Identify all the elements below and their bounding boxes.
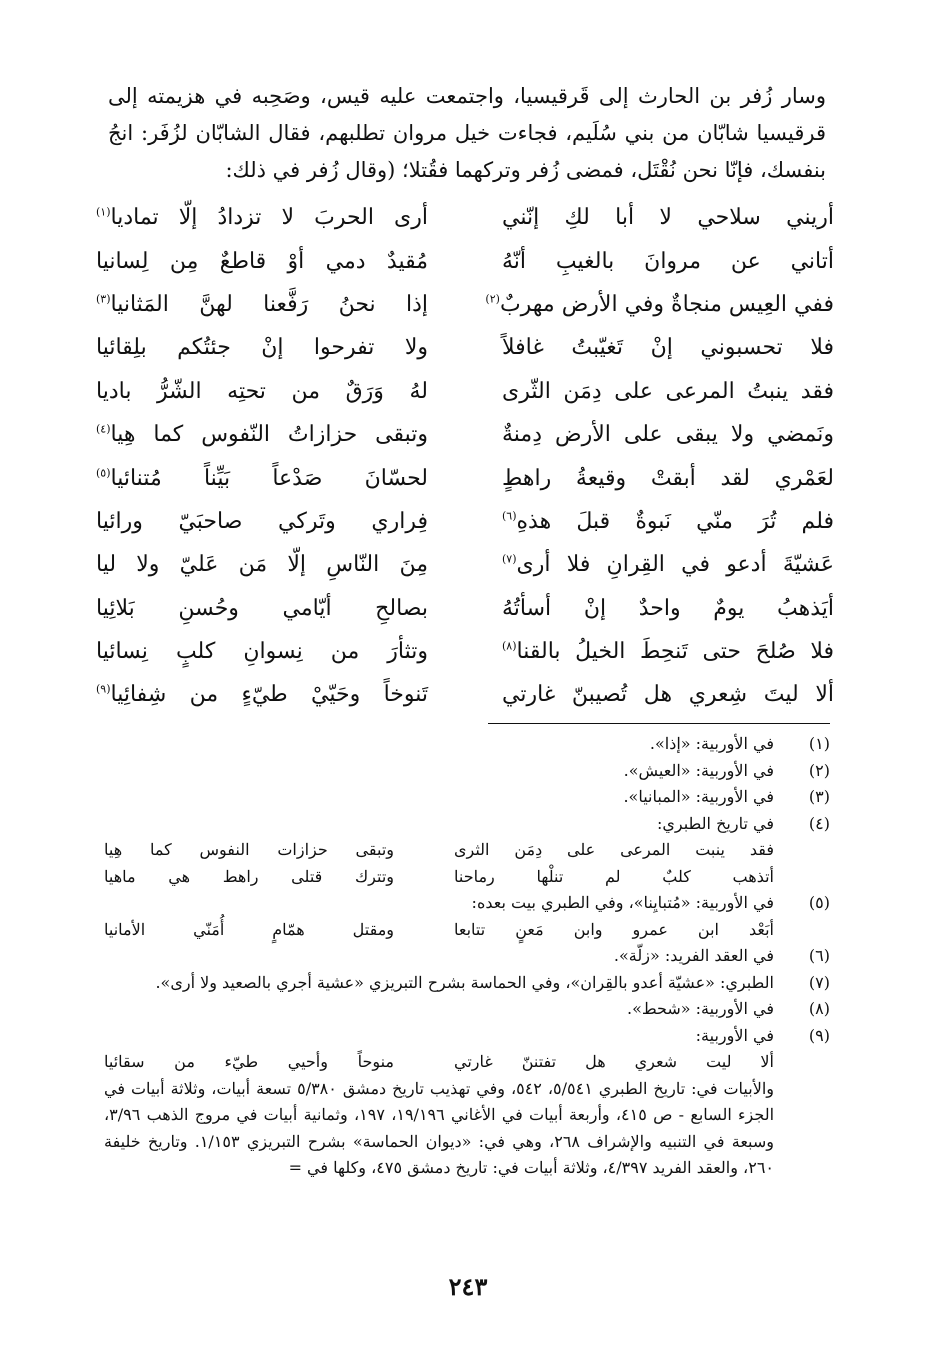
verse-row (96, 587, 834, 630)
verse-second-hemistich: إذا نحنُ رَفَّعنا لهنَّ المَثانيا$^{(٣)}$ (96, 291, 428, 317)
verse-first-hemistich: عَشيّةَ أدعو في القِرانِ فلا أرى$^{(٧)}$ (502, 552, 834, 578)
verse-row (96, 456, 834, 499)
footnote-9-verse: ألا ليت شعري هل تفتننّ غارتي منوحاً وأحيي طيّء من سقائيا (104, 1052, 774, 1071)
footnote-8: (٨) في الأوربية: «شحط». (626, 999, 830, 1018)
verse-second-hemistich: أرى الحربَ لا تزدادُ إلّا تماديا$^{(١)}$ (96, 205, 428, 231)
intro-paragraph (108, 78, 826, 189)
footnote-4: (٤) في تاريخ الطبري: (656, 813, 830, 833)
verse-second-hemistich: مُقيدٌ دمي أوْ قاطعٌ مِن لِسانيا (96, 248, 428, 274)
verse-second-hemistich: بصالحِ أيّامي وحُسنِ بَلائِيا (96, 595, 428, 621)
verse-row (96, 370, 834, 413)
verse-row (96, 630, 834, 673)
footnote-marker: (٨) (502, 639, 517, 653)
verse-first-hemistich: فلا تحسبوني إنْ تَغيّبتُ غافلاً (502, 335, 834, 361)
verse-first-hemistich: فلا صُلحَ حتى تَنحِطَ الخيلُ بالقنا$^{(٨)}$ (502, 639, 834, 665)
footnote-6: (٦) في العقد الفريد: «زلّة». (613, 946, 830, 965)
verse-second-hemistich: وتثأرَ من نِسوانِ كلبٍ نِسائيا (96, 639, 428, 665)
footnote-3: (٣) في الأوربية: «المبانيا». (623, 787, 830, 806)
footnote-7: (٧) الطبري: «عشيّة أعدو بالقِران»، وفي الحماسة بشرح التبريزي «عشية أجري بالصعيد ولا أرى». (155, 972, 830, 992)
sources-paragraph: والأبيات في: تاريخ الطبري ٥/٥٤١، ٥٤٢، وفي تهذيب تاريخ دمشق ٥/٣٨٠ تسعة أبيات، وثلاثة أبيات في الجزء السابع - ص ٤١٥، وأربعة أبيات في الأغاني ١٩/١٩٦، ١٩٧، وثمانية أبيات في مروج الذهب ٣/٩٦، وسبعة في التنبيه والإشراف ٢٦٨، وهي في: «ديوان الحماسة» بشرح التبريزي ١/١٥٣. وتاريخ خليفة ٢٦٠، والعقد الفريد ٤/٣٩٧، وثلاثة أبيات في: تاريخ دمشق ٤٧٥، وكلها في = (104, 1078, 775, 1177)
page-number: ٢٤٣ (448, 1272, 488, 1301)
verse-first-hemistich: فقد ينبتُ المرعى على دِمَن الثّرى (502, 378, 834, 404)
poem (96, 196, 834, 717)
verse-first-hemistich: أتاني عن مروانَ بالغيبِ أنّهُ (502, 248, 834, 274)
verse-second-hemistich: لهُ وَرَقٌ من تحتِه الشّرُّ باديا (96, 378, 428, 404)
verse-first-hemistich: ففي العِيس منجاةٌ وفي الأرض مهربٌ$^{(٢)}$ (485, 291, 834, 317)
verse-second-hemistich: ولا تفرحوا إنْ جئتُكم بلِقائيا (96, 335, 428, 361)
footnote-marker: (٣) (96, 292, 111, 306)
footnote-9: (٩) في الأوربية: (695, 1025, 830, 1045)
verse-first-hemistich: ألا ليتَ شِعري هل تُصيبنّ غارتي (502, 682, 834, 708)
verse-row (96, 196, 834, 239)
footnotes (104, 731, 830, 1182)
verse-first-hemistich: ونَمضي ولا يبقى على الأرض دِمنةٌ (502, 422, 834, 448)
footnote-marker: (٩) (96, 683, 111, 697)
verse-first-hemistich: أريني سلاحي لا أبا لكِ إنّني (502, 205, 834, 231)
footnote-4-verse-1: فقد ينبت المرعى على دِمَن الثرى وتبقى حزازات النفوس كما هِيا (104, 840, 774, 859)
verse-second-hemistich: تَنوخاً وحَيّيْ طيّءٍ من شِفائِيا$^{(٩)}$ (96, 682, 428, 708)
footnote-5: (٥) في الأوربية: «مُتبايِنا»، وفي الطبري بيت بعده: (471, 893, 830, 912)
verse-row (96, 673, 834, 716)
verse-first-hemistich: فلم تُرَ منّي نَبوةٌ قبلَ هذهِ$^{(٦)}$ (502, 508, 834, 534)
footnote-4-verse-2: أتذهب كلبٌ لم تنلْها رماحنا وتترك قتلى راهط هي ماهيا (104, 866, 774, 886)
footnote-5-verse: أبَعْد ابن عمرو وابن مَعنٍ تتابعا ومقتل همّامٍ أُمَنّي الأمانيا (104, 919, 774, 939)
footnote-1: (١) في الأوربية: «إذا». (649, 734, 830, 753)
verse-row (96, 283, 834, 326)
footnote-marker: (٥) (96, 466, 111, 480)
verse-row (96, 543, 834, 586)
verse-row (96, 239, 834, 282)
footnote-marker: (٦) (502, 509, 517, 523)
footnote-marker: (١) (96, 205, 111, 219)
verse-row (96, 413, 834, 456)
footnote-2: (٢) في الأوربية: «العيش». (623, 760, 830, 780)
footnote-marker: (٧) (502, 552, 517, 566)
verse-first-hemistich: لعَمْري لقد أبقتْ وقيعةُ راهطٍ (502, 465, 834, 491)
verse-second-hemistich: مِنَ النّاسِ إلّا مَن عَليّ ولا ليا (96, 552, 428, 578)
verse-first-hemistich: أيَذهبُ يومٌ واحدٌ إنْ أسأتُهُ (502, 595, 834, 621)
verse-second-hemistich: فِراري وتَركي صاحبَيّ ورائيا (96, 508, 428, 534)
verse-second-hemistich: وتبقى حزازاتُ النّفوس كما هِيا$^{(٤)}$ (96, 422, 428, 448)
footnote-marker: (٢) (485, 292, 500, 306)
verse-row (96, 500, 834, 543)
footnote-separator (488, 723, 830, 724)
intro-text: وسار زُفر بن الحارث إلى قَرقيسيا، واجتمعت عليه قيس، وصَحِبه في هزيمته إلى قرقيسيا شابّان من بني سُلَيم، فجاءت خيل مروان تطلبهم، فقال الشابّان لزُفَر: انجُ بنفسك، فإنّا نحن نُقْتَل، فمضى زُفر وتركهما فقُتلا؛ (وقال زُفر في ذلك: (108, 84, 826, 182)
verse-row (96, 326, 834, 369)
verse-second-hemistich: لحسّانَ صَدْعاً بَيِّناً مُتنائيا$^{(٥)}$ (96, 465, 428, 491)
footnote-marker: (٤) (96, 422, 111, 436)
